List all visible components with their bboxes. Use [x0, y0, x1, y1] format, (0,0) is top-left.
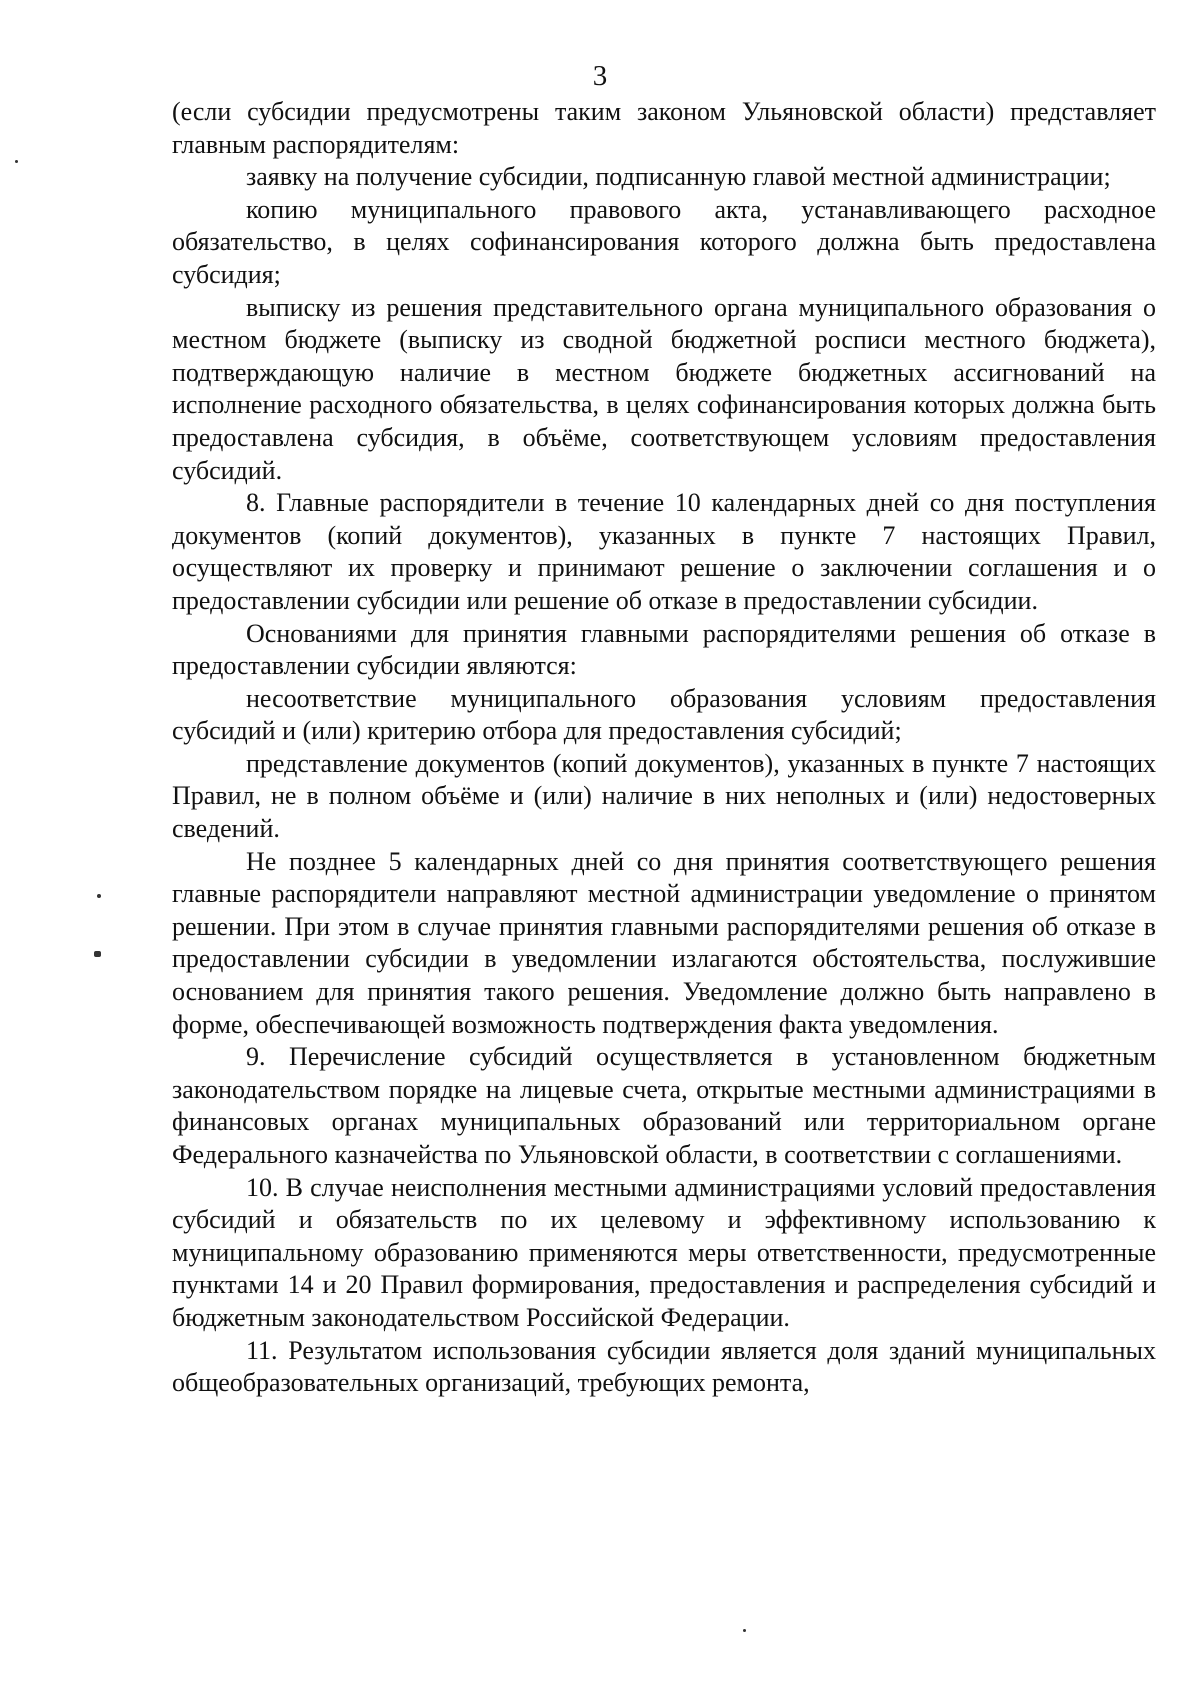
scan-speck — [743, 1629, 746, 1632]
paragraph: Не позднее 5 календарных дней со дня принятия соответствующего решения главные распорядители направляют местной администрации уведомление о принятом решении. При этом в случае принятия главными распорядителями решения об отказе в предоставлении субсидии в уведомлении излагаются обстоятельства, послужившие основанием для принятия такого решения. Уведомление должно быть направлено в форме, обеспечивающей возможность подтверждения факта уведомления. — [172, 846, 1156, 1039]
paragraph: Основаниями для принятия главными распорядителями решения об отказе в предоставлении субсидии являются: — [172, 618, 1156, 681]
paragraph: 9. Перечисление субсидий осуществляется в установленном бюджетным законодательством порядке на лицевые счета, открытые местными администрациями в финансовых органах муниципальных образований или территориальном органе Федерального казначейства по Ульяновской области, в соответствии с соглашениями. — [172, 1042, 1156, 1169]
scan-speck — [94, 951, 101, 957]
paragraph: 11. Результатом использования субсидии является доля зданий муниципальных общеобразовательных организаций, требующих ремонта, — [172, 1335, 1156, 1398]
paragraph: 8. Главные распорядители в течение 10 календарных дней со дня поступления документов (копий документов), указанных в пункте 7 настоящих Правил, осуществляют их проверку и принимают решение о заключении соглашения и о предоставлении субсидии или решение об отказе в предоставлении субсидии. — [172, 488, 1156, 615]
paragraph: (если субсидии предусмотрены таким законом Ульяновской области) представляет главным распорядителям: — [172, 97, 1156, 159]
scan-speck — [97, 894, 101, 898]
paragraph: несоответствие муниципального образования условиям предоставления субсидий и (или) критерию отбора для предоставления субсидий; — [172, 683, 1156, 746]
document-body — [172, 96, 1156, 1400]
scan-speck — [15, 160, 18, 163]
paragraph: 10. В случае неисполнения местными администрациями условий предоставления субсидий и обязательств по их целевому и эффективному использованию к муниципальному образованию применяются меры ответственности, предусмотренные пунктами 14 и 20 Правил формирования, предоставления и распределения субсидий и бюджетным законодательством Российской Федерации. — [172, 1172, 1156, 1332]
paragraph: выписку из решения представительного органа муниципального образования о местном бюджете (выписку из сводной бюджетной росписи местного бюджета), подтверждающую наличие в местном бюджете бюджетных ассигнований на исполнение расходного обязательства, в целях софинансирования которых должна быть предоставлена субсидия, в объёме, соответствующем условиям предоставления субсидий. — [172, 292, 1156, 485]
paragraph: копию муниципального правового акта, устанавливающего расходное обязательство, в целях софинансирования которого должна быть предоставлена субсидия; — [172, 194, 1156, 289]
page-number: 3 — [592, 60, 608, 92]
paragraph: представление документов (копий документов), указанных в пункте 7 настоящих Правил, не в полном объёме и (или) наличие в них неполных и (или) недостоверных сведений. — [172, 748, 1156, 844]
paragraph: заявку на получение субсидии, подписанную главой местной администрации; — [246, 162, 1111, 192]
